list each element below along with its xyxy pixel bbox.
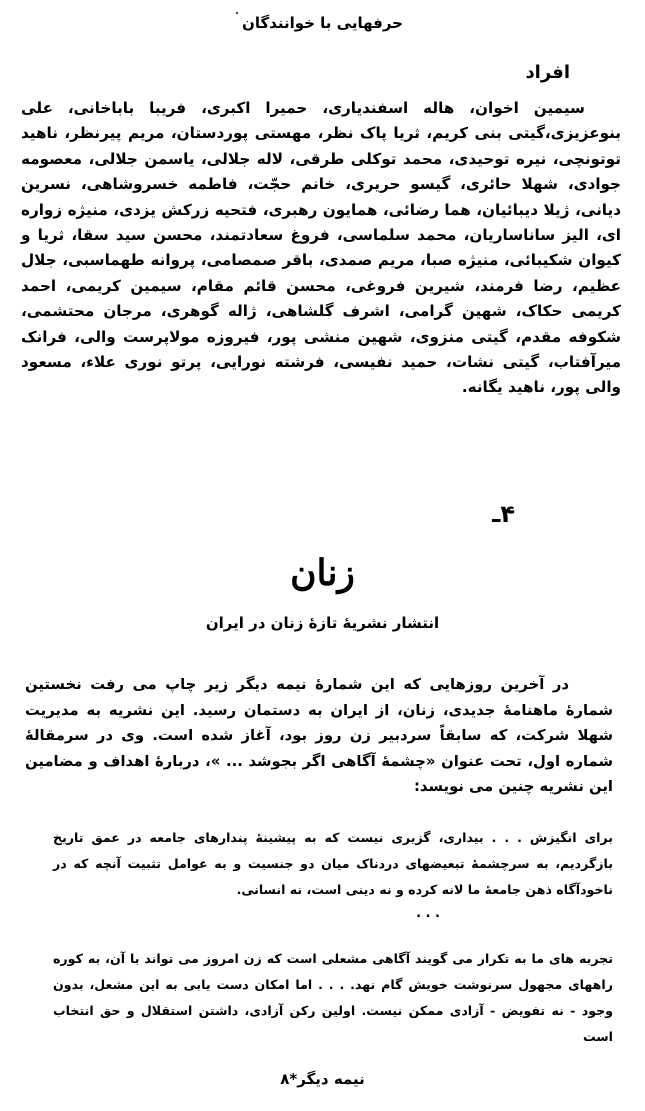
quote-text-1: برای انگیزش . . . بیداری، گزیری نیست که به پیشینهٔ پندارهای جامعه در عمق تاریخ بازگردیم، به سرچشمهٔ تبعیضهای دردناک میان دو جنسیت و به عوامل تثبیت آنچه که در ناخودآگاه ذهن جامعهٔ ما لانه کرده و نه دینی است، نه انسانی. xyxy=(53,830,613,897)
quote-block-1 xyxy=(53,825,613,903)
body-paragraph xyxy=(25,672,613,800)
article-title: زنان xyxy=(290,552,355,594)
section-label: افراد xyxy=(525,62,570,83)
body-text: در آخرین روزهایی که این شمارهٔ نیمه دیگر زیر چاپ می رفت نخستین شمارهٔ ماهنامهٔ جدیدی، زنان، از ایران به دستمان رسید. این نشریه به مدیریت شهلا شرکت، که سابقاً سردبیر زن روز بود، آغاز شده است. وی در سرمقالهٔ شماره اول، تحت عنوان «چشمهٔ آگاهی اگر بجوشد ... »، دربارهٔ اهداف و مضامین این نشریه چنین می نویسد: xyxy=(25,676,613,795)
quote-ellipsis: . . . xyxy=(416,906,440,921)
running-head: حرفهایی با خوانندگان xyxy=(242,14,403,32)
page-footer: نیمه دیگر*۸ xyxy=(280,1070,365,1088)
section-number: ۴ـ xyxy=(492,500,515,528)
names-text: سیمین اخوان، هاله اسفندیاری، حمیرا اکبری، فریبا باباخانی، علی بنوعزیزی،گیتی بنی کریم، ثریا پاک نظر، مهستی پوردستان، مریم پیرنظر، ناهید توتونچی، نیره توحیدی، محمد توکلی طرقی، لاله جلالی، یاسمن جلالی، معصومه جوادی، شهلا حائری، گیسو حریری، خانم حجّت، فاطمه خسروشاهی، نسرین دیانی، ژیلا دیبائیان، هما رضائی، همایون رهبری، فتحیه زرکش یزدی، منیژه زواره ای، الیز ساناساریان، محمد سلماسی، فروغ سعادتمند، محسن سید سقا، ثریا و کیوان شکیبائی، منیژه صبا، مریم صمدی، باقر صمصامی، پروانه طهماسبی، جلال عظیم، رضا فرمند، شیرین فروغی، محسن قائم مقام، سیمین کریمی، احمد کریمی حکاک، شهین گرامی، اشرف گلشاهی، ژاله گوهری، مرجان محتشمی، شکوفه مقدم، گیتی منزوی، شهین منشی پور، فیروزه مولاپرست والی، فرانک میرآفتاب، گیتی نشات، حمید نفیسی، فرشته نورایی، پرتو نوری علاء، مسعود والی پور، ناهید یگانه. xyxy=(21,99,621,397)
quote-text-2: تجربه های ما به تکرار می گویند آگاهی مشعلی است که زن امروز می تواند با آن، به کوره راههای مجهول سرنوشت خویش گام نهد. . . . اما امکان دست یابی به این مشعل، بدون وجود - نه تفویض - آزادی ممکن نیست. اولین رکن آزادی، داشتن استقلال و حق انتخاب است xyxy=(53,951,613,1044)
names-paragraph xyxy=(21,96,621,401)
quote-block-2 xyxy=(53,946,613,1050)
article-subtitle: انتشار نشریهٔ تازهٔ زنان در ایران xyxy=(205,614,440,632)
